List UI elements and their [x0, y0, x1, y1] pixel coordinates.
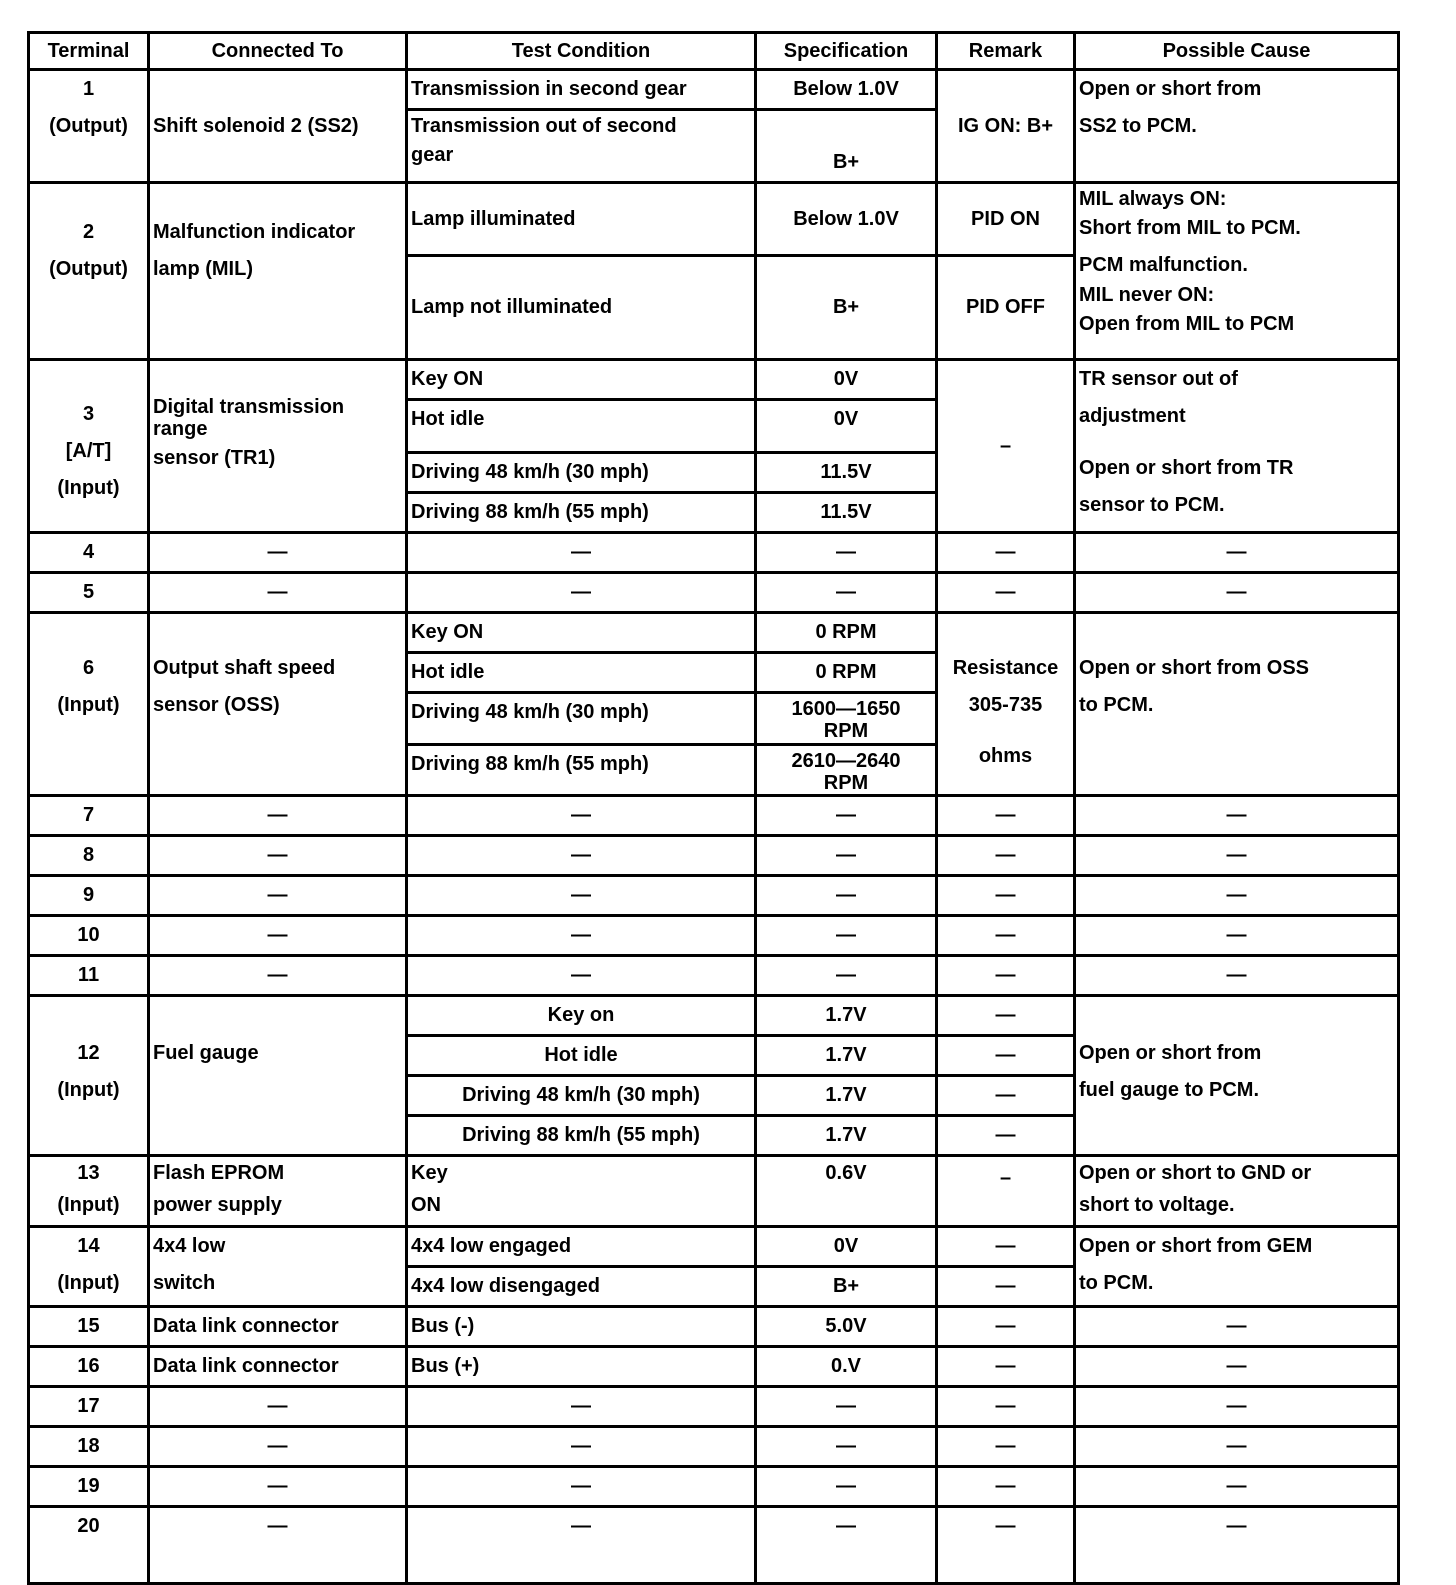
cause-cell: — [1075, 916, 1399, 956]
remark-cell: — [937, 876, 1075, 916]
connected-cell: Output shaft speed sensor (OSS) [149, 613, 407, 796]
condition-cell: Key ON [407, 360, 756, 400]
cause-cell: — [1075, 796, 1399, 836]
table-row [29, 70, 1399, 110]
terminal-cell: 20 [29, 1507, 149, 1584]
condition-cell: Bus (+) [407, 1347, 756, 1387]
spec-cell: 11.5V [756, 453, 937, 493]
connected-cell: Malfunction indicator lamp (MIL) [149, 183, 407, 360]
condition-cell: Key ON [407, 1156, 756, 1227]
cause-cell: — [1075, 533, 1399, 573]
remark-cell: — [937, 1347, 1075, 1387]
condition-cell: Bus (-) [407, 1307, 756, 1347]
table-row [29, 1467, 1399, 1507]
cause-cell: — [1075, 1427, 1399, 1467]
spec-cell: — [756, 796, 937, 836]
header-connected-to: Connected To [149, 33, 407, 70]
table-row [29, 1387, 1399, 1427]
connected-cell: Digital transmission range sensor (TR1) [149, 360, 407, 533]
condition-cell: — [407, 796, 756, 836]
terminal-cell: 2 (Output) [29, 183, 149, 360]
condition-cell: — [407, 1467, 756, 1507]
terminal-cell: 7 [29, 796, 149, 836]
header-test-condition: Test Condition [407, 33, 756, 70]
table-row [29, 956, 1399, 996]
spec-cell: B+ [756, 1267, 937, 1307]
remark-cell: PID ON [937, 183, 1075, 256]
cause-cell: — [1075, 573, 1399, 613]
condition-cell: — [407, 1427, 756, 1467]
remark-cell: – [937, 1156, 1075, 1227]
condition-cell: Driving 88 km/h (55 mph) [407, 1116, 756, 1156]
table-row [29, 996, 1399, 1036]
terminal-cell: 14 (Input) [29, 1227, 149, 1307]
spec-cell: — [756, 956, 937, 996]
remark-cell: — [937, 1036, 1075, 1076]
condition-cell: — [407, 1387, 756, 1427]
condition-cell: — [407, 533, 756, 573]
spec-cell: 1600—1650 RPM [756, 693, 937, 745]
connected-cell: 4x4 low switch [149, 1227, 407, 1307]
condition-cell: Driving 88 km/h (55 mph) [407, 745, 756, 796]
remark-cell: — [937, 1307, 1075, 1347]
remark-cell: — [937, 1076, 1075, 1116]
spec-cell: — [756, 876, 937, 916]
cause-cell: — [1075, 1507, 1399, 1584]
terminal-cell: 8 [29, 836, 149, 876]
cause-cell: — [1075, 1467, 1399, 1507]
condition-cell: Driving 48 km/h (30 mph) [407, 453, 756, 493]
condition-cell: 4x4 low disengaged [407, 1267, 756, 1307]
header-remark: Remark [937, 33, 1075, 70]
remark-cell: IG ON: B+ [937, 70, 1075, 183]
table-row [29, 613, 1399, 653]
connected-cell: — [149, 836, 407, 876]
terminal-cell: 9 [29, 876, 149, 916]
spec-cell: — [756, 1507, 937, 1584]
condition-cell: — [407, 876, 756, 916]
table-row [29, 1427, 1399, 1467]
condition-cell: — [407, 1507, 756, 1584]
remark-cell: — [937, 1467, 1075, 1507]
table-row [29, 1347, 1399, 1387]
table-row [29, 876, 1399, 916]
spec-cell: 1.7V [756, 1116, 937, 1156]
spec-cell: — [756, 836, 937, 876]
connected-cell: — [149, 1467, 407, 1507]
cause-cell: — [1075, 1387, 1399, 1427]
connected-cell: Data link connector [149, 1307, 407, 1347]
spec-cell: — [756, 916, 937, 956]
cause-cell: Open or short from SS2 to PCM. [1075, 70, 1399, 183]
spec-cell: 0.V [756, 1347, 937, 1387]
terminal-cell: 16 [29, 1347, 149, 1387]
condition-cell: Hot idle [407, 653, 756, 693]
page [27, 31, 1397, 1540]
condition-cell: Hot idle [407, 1036, 756, 1076]
remark-cell: — [937, 1227, 1075, 1267]
cause-cell: TR sensor out of adjustment Open or short from TR sensor to PCM. [1075, 360, 1399, 533]
connected-cell: Fuel gauge [149, 996, 407, 1156]
table-row [29, 573, 1399, 613]
remark-cell: – [937, 360, 1075, 533]
terminal-cell: 15 [29, 1307, 149, 1347]
table-row [29, 796, 1399, 836]
spec-cell: 1.7V [756, 1036, 937, 1076]
spec-cell: 0V [756, 360, 937, 400]
terminal-cell: 4 [29, 533, 149, 573]
cause-cell: — [1075, 836, 1399, 876]
cause-cell: — [1075, 1307, 1399, 1347]
condition-cell: 4x4 low engaged [407, 1227, 756, 1267]
condition-cell: Key on [407, 996, 756, 1036]
spec-cell: 0.6V [756, 1156, 937, 1227]
spec-cell: 5.0V [756, 1307, 937, 1347]
table-row [29, 836, 1399, 876]
condition-cell: Hot idle [407, 400, 756, 453]
spec-cell: 1.7V [756, 1076, 937, 1116]
condition-cell: — [407, 573, 756, 613]
header-terminal: Terminal [29, 33, 149, 70]
remark-cell: — [937, 916, 1075, 956]
terminal-cell: 17 [29, 1387, 149, 1427]
condition-cell: — [407, 836, 756, 876]
connected-cell: — [149, 1507, 407, 1584]
table-row [29, 1227, 1399, 1267]
remark-cell: — [937, 1427, 1075, 1467]
condition-cell: Lamp illuminated [407, 183, 756, 256]
connected-cell: — [149, 533, 407, 573]
spec-cell: — [756, 1387, 937, 1427]
connected-cell: — [149, 916, 407, 956]
terminal-cell: 19 [29, 1467, 149, 1507]
table-row [29, 1156, 1399, 1227]
connected-cell: — [149, 876, 407, 916]
remark-cell: — [937, 1507, 1075, 1584]
condition-cell: — [407, 956, 756, 996]
connected-cell: — [149, 573, 407, 613]
condition-cell: Key ON [407, 613, 756, 653]
cause-cell: — [1075, 876, 1399, 916]
spec-cell: 11.5V [756, 493, 937, 533]
table-row [29, 1507, 1399, 1584]
connected-cell: — [149, 796, 407, 836]
connected-cell: — [149, 956, 407, 996]
remark-cell: — [937, 533, 1075, 573]
spec-cell: B+ [756, 256, 937, 360]
condition-cell: Driving 88 km/h (55 mph) [407, 493, 756, 533]
remark-cell: Resistance 305-735 ohms [937, 613, 1075, 796]
remark-cell: — [937, 836, 1075, 876]
condition-cell: Transmission in second gear [407, 70, 756, 110]
condition-cell: Lamp not illuminated [407, 256, 756, 360]
terminal-cell: 12 (Input) [29, 996, 149, 1156]
terminal-cell: 1 (Output) [29, 70, 149, 183]
spec-cell: Below 1.0V [756, 183, 937, 256]
cause-cell: Open or short from fuel gauge to PCM. [1075, 996, 1399, 1156]
connected-cell: Flash EPROM power supply [149, 1156, 407, 1227]
table-row [29, 360, 1399, 400]
cause-cell: Open or short from GEM to PCM. [1075, 1227, 1399, 1307]
remark-cell: — [937, 956, 1075, 996]
connected-cell: — [149, 1427, 407, 1467]
spec-cell: — [756, 573, 937, 613]
spec-cell: — [756, 533, 937, 573]
cause-cell: Open or short to GND or short to voltage. [1075, 1156, 1399, 1227]
spec-cell: 0V [756, 1227, 937, 1267]
cause-cell: — [1075, 956, 1399, 996]
spec-cell: 0 RPM [756, 613, 937, 653]
table-row [29, 916, 1399, 956]
terminal-cell: 18 [29, 1427, 149, 1467]
spec-cell: 0 RPM [756, 653, 937, 693]
connected-cell: Shift solenoid 2 (SS2) [149, 70, 407, 183]
pcm-terminal-table [27, 31, 1400, 1585]
spec-cell: Below 1.0V [756, 70, 937, 110]
remark-cell: PID OFF [937, 256, 1075, 360]
remark-cell: — [937, 1387, 1075, 1427]
header-specification: Specification [756, 33, 937, 70]
spec-cell: 1.7V [756, 996, 937, 1036]
remark-cell: — [937, 996, 1075, 1036]
remark-cell: — [937, 573, 1075, 613]
terminal-cell: 6 (Input) [29, 613, 149, 796]
condition-cell: Transmission out of second gear [407, 110, 756, 183]
terminal-cell: 11 [29, 956, 149, 996]
terminal-cell: 5 [29, 573, 149, 613]
table-row [29, 183, 1399, 256]
spec-cell: B+ [756, 110, 937, 183]
remark-cell: — [937, 1116, 1075, 1156]
connected-cell: — [149, 1387, 407, 1427]
cause-cell: Open or short from OSS to PCM. [1075, 613, 1399, 796]
spec-cell: — [756, 1427, 937, 1467]
cause-cell: MIL always ON: Short from MIL to PCM. PCM malfunction. MIL never ON: Open from MIL to PCM [1075, 183, 1399, 360]
header-row [29, 33, 1399, 70]
spec-cell: — [756, 1467, 937, 1507]
remark-cell: — [937, 1267, 1075, 1307]
condition-cell: — [407, 916, 756, 956]
terminal-cell: 10 [29, 916, 149, 956]
spec-cell: 2610—2640 RPM [756, 745, 937, 796]
table-row [29, 533, 1399, 573]
table-row [29, 1307, 1399, 1347]
spec-cell: 0V [756, 400, 937, 453]
cause-cell: — [1075, 1347, 1399, 1387]
connected-cell: Data link connector [149, 1347, 407, 1387]
condition-cell: Driving 48 km/h (30 mph) [407, 693, 756, 745]
header-possible-cause: Possible Cause [1075, 33, 1399, 70]
terminal-cell: 13 (Input) [29, 1156, 149, 1227]
remark-cell: — [937, 796, 1075, 836]
terminal-cell: 3 [A/T] (Input) [29, 360, 149, 533]
condition-cell: Driving 48 km/h (30 mph) [407, 1076, 756, 1116]
